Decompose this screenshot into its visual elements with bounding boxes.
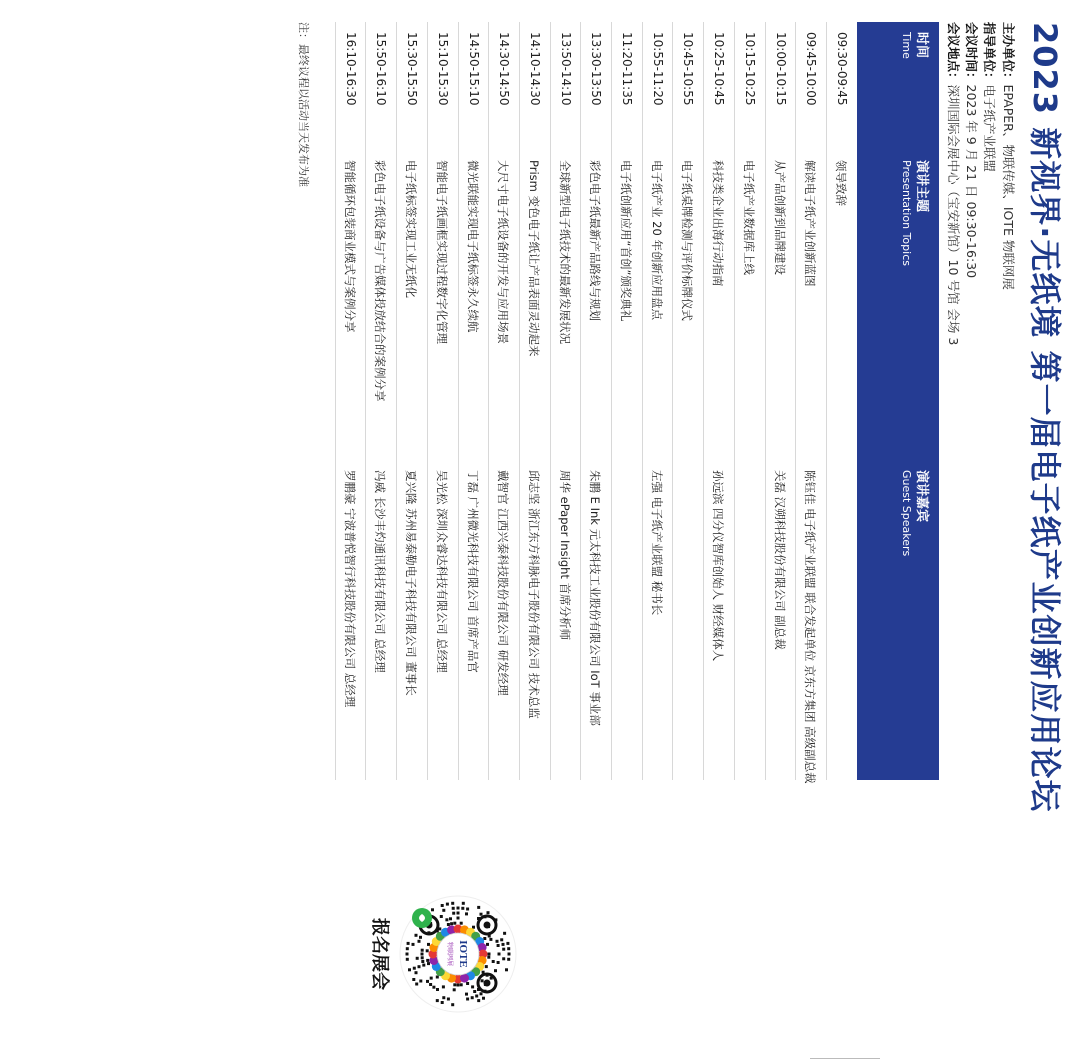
row-speaker: 夏兴隆 苏州易泰勒电子科技有限公司 董事长 [404,470,419,696]
table-row [795,22,826,784]
qr-center-text: IOTE [457,940,469,968]
header-topic-cn: 演讲主题 [914,160,929,213]
row-speaker: 周华 ePaper Insight 首席分析师 [557,470,572,641]
venue-label: 会议地点： [946,22,961,85]
row-speaker: 罗鹏豪 宁波普悦智行科技股份有限公司 总经理 [342,470,357,708]
header-speaker-en: Guest Speakers [900,470,913,557]
table-row [765,22,796,780]
row-speaker: 戴智官 江西兴泰科技股份有限公司 研发经理 [496,470,511,696]
row-topic: 领导致辞 [834,160,848,206]
row-topic: 解读电子纸产业创新蓝图 [803,160,818,287]
table-row [458,22,489,780]
header-time-en: Time [900,32,913,59]
row-speaker: 吴光松 深圳众睿达科技有限公司 总经理 [434,470,449,673]
row-speaker: 邱志坚 浙江东方科脉电子股份有限公司 技术总监 [527,470,541,719]
row-speaker: 孙远滨 四分仪智库创始人 财经媒体人 [711,470,726,662]
organizer-value: EPAPER、物联传媒、IOTE 物联网展 [1001,84,1016,290]
table-row [642,22,673,780]
row-time: 10:15-10:25 [742,32,757,106]
row-time: 09:45-10:00 [804,32,819,106]
row-speaker: 陈钰佳 电子纸产业联盟 联合发起单位 京东方集团 高级副总裁 [803,470,818,784]
table-row [673,22,704,780]
header-speaker-cn: 演讲嘉宾 [914,470,929,523]
time-line [963,22,981,278]
row-topic: 微光联能实现电子纸标签永久续航 [465,160,480,333]
row-time: 09:30-09:45 [835,32,849,106]
qr-code-graphic [399,895,517,1013]
table-row [826,22,857,780]
row-time: 14:30-14:50 [497,32,512,106]
row-speaker: 朱鹏 E Ink 元太科技工业股份有限公司 IoT 事业部 [588,470,603,726]
table-row [396,22,427,780]
row-topic: 电子纸标签实现工业无纸化 [404,160,419,298]
table-row [366,22,397,780]
page-title: 2023 新视界·无纸境 第一届电子纸产业创新应用论坛 [1026,22,1064,813]
venue-line [945,22,963,345]
row-time: 10:25-10:45 [712,32,727,106]
row-topic: 电子纸产业数据库上线 [741,160,756,275]
qr-code[interactable] [399,895,517,1013]
time-value: 2023 年 9 月 21 日 09:30-16:30 [964,84,979,279]
table-row [580,22,611,780]
row-speaker: 冯威 长沙丰灼通讯科技有限公司 总经理 [373,470,388,673]
row-topic: 电子纸产业 20 年创新应用盘点 [649,160,664,320]
row-topic: 智能循环包装商业模式与案例分享 [342,160,357,333]
row-time: 13:50-14:10 [558,32,573,106]
table-row [427,22,458,780]
row-time: 15:50-16:10 [374,32,389,106]
time-label: 会议时间： [964,22,979,85]
table-row [611,22,642,780]
row-time: 11:20-11:35 [620,32,635,106]
venue-value: 深圳国际会展中心（宝安新馆）10 号馆 会场 3 [946,84,961,346]
row-speaker: 关磊 汉朔科技股份有限公司 副总裁 [772,470,787,650]
qr-center-subtext: 物联网展 [446,941,453,967]
table-row [703,22,734,780]
table-header [857,22,939,780]
row-time: 10:55-11:20 [650,32,665,106]
organizer-label: 主办单位： [1001,22,1016,85]
table-row [519,22,550,780]
organizer-line [1000,22,1018,290]
guide-line [981,22,999,172]
footnote: 注：最终议程以活动当天发布为准 [297,22,310,187]
row-speaker: 丁磊 广州微光科技有限公司 首席产品官 [465,470,480,673]
row-speaker: 左强 电子纸产业联盟 秘书长 [649,470,664,616]
row-time: 10:00-10:15 [773,32,788,106]
row-time: 13:30-13:50 [589,32,604,106]
row-topic: 彩色电子纸最新产品路线与规划 [588,160,603,321]
row-topic: 从产品创新到品牌建设 [772,160,787,275]
table-row [488,22,519,780]
header-topic-en: Presentation Topics [900,160,913,266]
row-time: 14:10-14:30 [528,32,542,106]
row-time: 10:45-10:55 [681,32,696,106]
row-topic: 科技类企业出海行动指南 [711,160,726,287]
guide-label: 指导单位： [982,22,997,85]
row-topic: 彩色电子纸设备与广告媒体投放结合的案例分享 [373,160,388,402]
row-time: 15:30-15:50 [405,32,420,106]
row-time: 15:10-15:30 [435,32,450,106]
table-row [734,22,765,780]
header-time-cn: 时间 [914,32,929,59]
table-row [335,22,366,780]
table-row [550,22,581,780]
header-time [900,32,933,59]
row-topic: 全球新型电子纸技术的最新发展状况 [557,160,572,344]
register-label: 报名展会 [369,918,390,990]
row-topic: 电子纸创新应用“首创”颁奖典礼 [619,160,634,322]
row-topic: Prism 变色电子纸让产品表面灵动起来 [527,160,541,357]
header-topic [900,160,933,266]
row-topic: 大尺寸电子纸设备的开发与应用场景 [496,160,511,344]
header-speaker [900,470,933,556]
row-topic: 电子纸桌牌检测与评价标牌仪式 [680,160,695,321]
row-time: 16:10-16:30 [343,32,358,106]
guide-value: 电子纸产业联盟 [982,84,997,173]
row-time: 14:50-15:10 [466,32,481,106]
row-topic: 智能电子纸画框实现过程数字化管理 [434,160,449,344]
